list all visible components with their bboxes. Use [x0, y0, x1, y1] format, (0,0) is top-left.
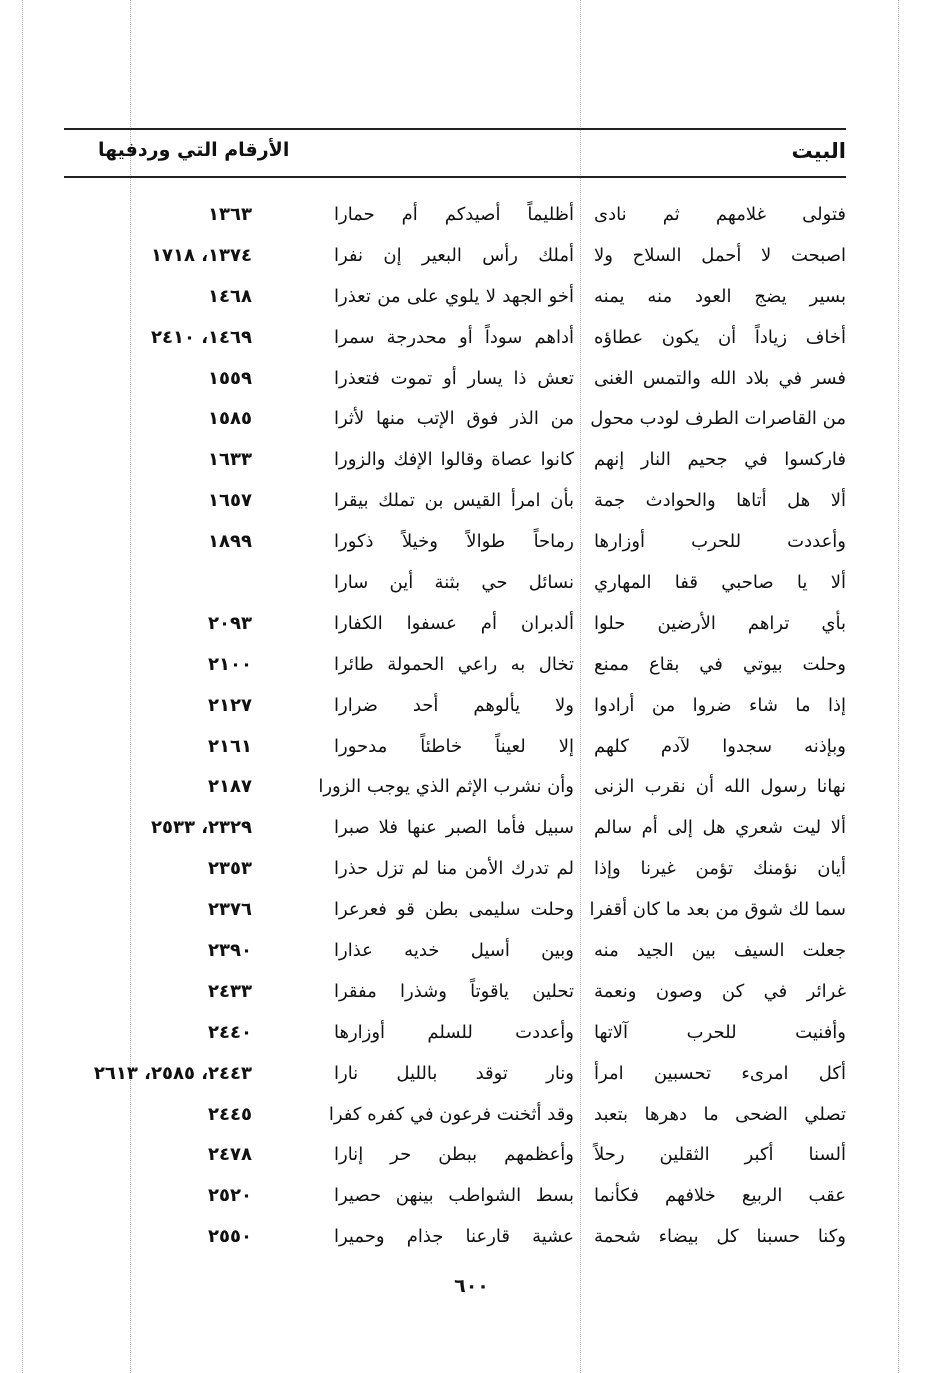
reference-numbers: ١٣٧٤، ١٧١٨ — [150, 244, 252, 266]
first-hemistich: وكنا حسبنا كل بيضاء شحمة — [594, 1226, 846, 1248]
second-hemistich: نسائل حي بثنة أين سارا — [334, 572, 574, 594]
first-hemistich: غرائر في كن وصون ونعمة — [594, 980, 846, 1002]
reference-numbers: ١٥٥٩ — [208, 367, 252, 389]
second-hemistich: بأن امرأ القيس بن تملك بيقرا — [334, 490, 574, 512]
second-hemistich: إلا لعيناً خاطئاً مدحورا — [334, 735, 574, 757]
first-hemistich: ألا هل أتاها والحوادث جمة — [594, 490, 846, 512]
verse-row — [64, 691, 846, 732]
reference-numbers: ٢٣٢٩، ٢٥٣٣ — [150, 817, 252, 839]
header-numbers: الأرقام التي وردفيها — [98, 139, 290, 161]
reference-numbers: ١٤٦٨ — [208, 285, 252, 307]
second-hemistich: كانوا عصاة وقالوا الإفك والزورا — [334, 449, 574, 471]
reference-numbers: ١٦٣٣ — [208, 449, 252, 471]
verse-row — [64, 895, 846, 936]
verse-row — [64, 527, 846, 568]
verse-row — [64, 241, 846, 282]
first-hemistich: أكل امرىء تحسبين امرأ — [594, 1062, 846, 1084]
page-number: ٦٠٠ — [454, 1275, 489, 1297]
verse-row — [64, 609, 846, 650]
verse-row — [64, 200, 846, 241]
reference-numbers: ٢٣٧٦ — [208, 899, 252, 921]
second-hemistich: من الذر فوق الإتب منها لأثرا — [334, 408, 574, 430]
reference-numbers: ٢٤٣٣ — [208, 980, 252, 1002]
reference-numbers: ٢٥٥٠ — [208, 1226, 252, 1248]
second-hemistich: بسط الشواطب بينهن حصيرا — [334, 1185, 574, 1207]
second-hemistich: وبين أسيل خديه عذارا — [334, 940, 574, 962]
verse-row — [64, 282, 846, 323]
first-hemistich: ألا يا صاحبي قفا المهاري — [594, 572, 846, 594]
first-hemistich: أيان نؤمنك تؤمن غيرنا وإذا — [594, 858, 846, 880]
first-hemistich: إذا ما شاء ضروا من أرادوا — [594, 694, 846, 716]
reference-numbers: ٢٣٩٠ — [208, 940, 252, 962]
second-hemistich: وقد أثخنت فرعون في كفره كفرا — [328, 1103, 574, 1125]
verse-row — [64, 1181, 846, 1222]
scan-artifact-line — [22, 0, 23, 1373]
verse-row — [64, 936, 846, 977]
verse-row — [64, 772, 846, 813]
verse-row — [64, 732, 846, 773]
first-hemistich: اصبحت لا أحمل السلاح ولا — [594, 244, 846, 266]
second-hemistich: سبيل فأما الصبر عنها فلا صبرا — [334, 817, 574, 839]
first-hemistich: عقب الربيع خلافهم فكأنما — [594, 1185, 846, 1207]
first-hemistich: من القاصرات الطرف لودب محول — [590, 408, 846, 430]
first-hemistich: سما لك شوق من بعد ما كان أقفرا — [589, 899, 846, 921]
verse-row — [64, 568, 846, 609]
second-hemistich: تخال به راعي الحمولة طائرا — [334, 653, 574, 675]
verse-row — [64, 977, 846, 1018]
verse-row — [64, 445, 846, 486]
reference-numbers: ٢٠٩٣ — [208, 612, 252, 634]
first-hemistich: بسير يضج العود منه يمنه — [594, 285, 846, 307]
scan-artifact-line — [898, 0, 899, 1373]
reference-numbers: ١٣٦٣ — [208, 204, 252, 225]
first-hemistich: جعلت السيف بين الجيد منه — [594, 940, 846, 962]
verse-row — [64, 486, 846, 527]
reference-numbers: ٢٤٧٨ — [208, 1144, 252, 1166]
verse-row — [64, 1222, 846, 1263]
second-hemistich: أملك رأس البعير إن نفرا — [334, 244, 574, 266]
first-hemistich: فتولى غلامهم ثم نادى — [594, 204, 846, 225]
first-hemistich: فسر في بلاد الله والتمس الغنى — [594, 367, 846, 389]
first-hemistich: تصلي الضحى ما دهرها بتعبد — [594, 1103, 846, 1125]
verse-row — [64, 1100, 846, 1141]
verse-row — [64, 1018, 846, 1059]
first-hemistich: وبإذنه سجدوا لآدم كلهم — [594, 735, 846, 757]
second-hemistich: أظليماً أصيدكم أم حمارا — [334, 204, 574, 225]
first-hemistich: وأفنيت للحرب آلاتها — [594, 1021, 846, 1043]
first-hemistich: وأعددت للحرب أوزارها — [594, 531, 846, 553]
verse-row — [64, 650, 846, 691]
second-hemistich: وأعددت للسلم أوزارها — [334, 1021, 574, 1043]
verse-row — [64, 854, 846, 895]
first-hemistich: ألسنا أكبر الثقلين رحلاً — [594, 1144, 846, 1166]
reference-numbers: ١٦٥٧ — [208, 490, 252, 512]
first-hemistich: ألا ليت شعري هل إلى أم سالم — [594, 817, 846, 839]
second-hemistich: تحلين ياقوتاً وشذرا مفقرا — [334, 980, 574, 1002]
second-hemistich: تعش ذا يسار أو تموت فتعذرا — [334, 367, 574, 389]
reference-numbers: ٢٤٤٣، ٢٥٨٥، ٢٦١٣ — [93, 1062, 252, 1084]
reference-numbers: ٢٥٢٠ — [208, 1185, 252, 1207]
second-hemistich: عشية قارعنا جذام وحميرا — [334, 1226, 574, 1248]
second-hemistich: وحلت سليمى بطن قو فعرعرا — [334, 899, 574, 921]
reference-numbers: ١٤٦٩، ٢٤١٠ — [150, 326, 252, 348]
reference-numbers: ٢٤٤٠ — [208, 1021, 252, 1043]
verse-row — [64, 404, 846, 445]
reference-numbers: ٢١٠٠ — [208, 653, 252, 675]
reference-numbers: ٢١٨٧ — [208, 776, 252, 798]
second-hemistich: لم تدرك الأمن منا لم تزل حذرا — [334, 858, 574, 880]
reference-numbers: ٢١٢٧ — [208, 694, 252, 716]
header-verse: البيت — [791, 139, 846, 163]
first-hemistich: بأي تراهم الأرضين حلوا — [594, 612, 846, 634]
second-hemistich: ونار توقد بالليل نارا — [334, 1062, 574, 1084]
verse-row — [64, 1140, 846, 1181]
second-hemistich: وأن نشرب الإثم الذي يوجب الزورا — [318, 776, 574, 798]
reference-numbers: ١٥٨٥ — [208, 408, 252, 430]
reference-numbers: ٢١٦١ — [208, 735, 252, 757]
verse-row — [64, 813, 846, 854]
second-hemistich: ألدبران أم عسفوا الكفارا — [334, 612, 574, 634]
verse-row — [64, 1059, 846, 1100]
verse-list — [64, 200, 846, 1263]
first-hemistich: نهانا رسول الله أن نقرب الزنى — [594, 776, 846, 798]
verse-row — [64, 323, 846, 364]
first-hemistich: وحلت بيوتي في بقاع ممنع — [594, 653, 846, 675]
verse-row — [64, 364, 846, 405]
second-hemistich: أداهم سوداً أو محدرجة سمرا — [334, 326, 574, 348]
reference-numbers: ١٨٩٩ — [208, 531, 252, 553]
reference-numbers: ٢٤٤٥ — [208, 1103, 252, 1125]
second-hemistich: ولا يألوهم أحد ضرارا — [334, 694, 574, 716]
reference-numbers: ٢٣٥٣ — [208, 858, 252, 880]
second-hemistich: أخو الجهد لا يلوي على من تعذرا — [334, 285, 574, 307]
second-hemistich: رماحاً طوالاً وخيلاً ذكورا — [334, 531, 574, 553]
first-hemistich: فاركسوا في جحيم النار إنهم — [594, 449, 846, 471]
table-header — [64, 128, 846, 178]
first-hemistich: أخاف زياداً أن يكون عطاؤه — [594, 326, 846, 348]
second-hemistich: وأعظمهم ببطن حر إنارا — [334, 1144, 574, 1166]
